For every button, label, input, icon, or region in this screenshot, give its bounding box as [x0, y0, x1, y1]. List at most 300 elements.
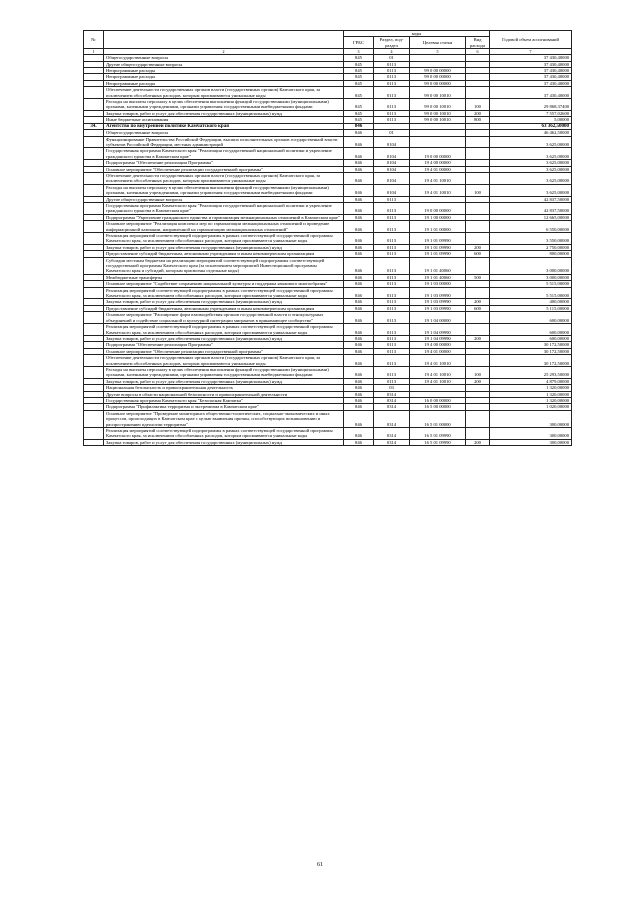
row-name: Предоставление субсидий бюджетным, автономным учреждениям и иным некоммерческим организациям [104, 305, 344, 311]
row-razdel: 0113 [374, 233, 410, 245]
row-expense-type: 600 [466, 251, 490, 257]
table-row [84, 87, 572, 99]
row-target-article: 19 1 01 09990 [410, 251, 466, 257]
index-cell: 1 [84, 49, 104, 55]
row-amount: 3 550,00000 [490, 233, 572, 245]
index-cell: 7 [490, 49, 572, 55]
row-razdel: 03 [374, 385, 410, 391]
table-row [84, 233, 572, 245]
row-target-article: 19 4 00 00000 [410, 160, 466, 166]
row-number [84, 287, 104, 299]
header-codes: коды [344, 31, 490, 37]
row-razdel: 0113 [374, 324, 410, 336]
row-target-article: 99 0 00 00000 [410, 80, 466, 86]
header-name [104, 31, 344, 49]
row-expense-type [466, 221, 490, 233]
row-target-article: 16 0 00 00000 [410, 397, 466, 403]
row-grbs: 846 [344, 214, 374, 220]
row-razdel: 0113 [374, 117, 410, 123]
row-name: Основное мероприятие "Проведение мониторинга общественно-политических, социально-экономических и иных процессов, происходящих в Камчатском крае с целью выявления причин, способствующих возникновению и распространению идеологии терроризма" [104, 410, 344, 427]
row-razdel: 0113 [374, 202, 410, 214]
table-row [84, 202, 572, 214]
row-razdel: 0113 [374, 378, 410, 384]
row-name: Подпрограмма "Обеспечение реализации Программы" [104, 160, 344, 166]
row-target-article [410, 136, 466, 148]
row-razdel: 0104 [374, 160, 410, 166]
row-expense-type: 100 [466, 366, 490, 378]
row-expense-type [466, 148, 490, 160]
index-cell: 2 [104, 49, 344, 55]
row-amount: 5 115,00000 [490, 305, 572, 311]
row-target-article: 99 0 00 10010 [410, 110, 466, 116]
header-annual: Годовой объем ассигнований [490, 31, 572, 49]
row-amount: 1 020,00000 [490, 404, 572, 410]
row-amount: 1 320,00000 [490, 385, 572, 391]
row-grbs: 846 [344, 397, 374, 403]
row-amount: 3 625,00000 [490, 172, 572, 184]
row-grbs: 846 [344, 428, 374, 440]
row-name: Государственная программа Камчатского края "Безопасная Камчатка" [104, 397, 344, 403]
row-amount: 600,00000 [490, 324, 572, 336]
table-row [84, 184, 572, 196]
row-name: Другие общегосударственные вопросы [104, 61, 344, 67]
row-number [84, 148, 104, 160]
row-razdel: 01 [374, 55, 410, 61]
row-razdel: 0113 [374, 214, 410, 220]
row-name: Предоставление субсидий бюджетным, автономным учреждениям и иным некоммерческим организациям [104, 251, 344, 257]
row-razdel: 0113 [374, 287, 410, 299]
row-razdel: 0113 [374, 251, 410, 257]
row-target-article: 19 1 01 00000 [410, 221, 466, 233]
row-target-article: 16 5 01 00000 [410, 410, 466, 427]
row-name: Расходы на выплаты персоналу в целях обеспечения выполнения функций государственными (муниципальными) органами, казенными учреждениями, органами управления государственными внебюджетными фондами [104, 184, 344, 196]
row-target-article: 16 5 01 09990 [410, 428, 466, 440]
row-razdel: 0104 [374, 136, 410, 148]
row-number [84, 355, 104, 367]
row-expense-type [466, 324, 490, 336]
row-target-article: 19 0 00 00000 [410, 202, 466, 214]
row-number [84, 184, 104, 196]
row-razdel: 0113 [374, 110, 410, 116]
table-row [84, 257, 572, 274]
row-amount: 5,00000 [490, 117, 572, 123]
row-expense-type [466, 136, 490, 148]
row-name: Общегосударственные вопросы [104, 130, 344, 136]
row-razdel: 0113 [374, 80, 410, 86]
row-number [84, 428, 104, 440]
row-razdel: 0113 [374, 244, 410, 250]
row-amount: 42 837,50000 [490, 196, 572, 202]
row-razdel: 0113 [374, 74, 410, 80]
row-razdel: 0113 [374, 221, 410, 233]
row-target-article: 19 1 01 09990 [410, 233, 466, 245]
row-razdel: 0113 [374, 196, 410, 202]
header-razdel: Раздел, под-раздел [374, 37, 410, 49]
row-number [84, 172, 104, 184]
row-grbs: 846 [344, 281, 374, 287]
row-target-article: 19 1 04 09990 [410, 324, 466, 336]
row-grbs: 846 [344, 305, 374, 311]
row-amount: 30 172,50000 [490, 355, 572, 367]
row-name: Подпрограмма "Профилактика терроризма и экстремизма в Камчатском крае" [104, 404, 344, 410]
row-grbs: 846 [344, 136, 374, 148]
row-grbs: 846 [344, 196, 374, 202]
row-grbs: 846 [344, 404, 374, 410]
row-name: Подпрограмма "Обеспечение реализации Программы" [104, 342, 344, 348]
row-name: Реализация мероприятий соответствующей подпрограммы в рамках соответствующей государственной программы Камчатского края, за исключением обособленных расходов, которым присваиваются уникальные коды [104, 428, 344, 440]
row-grbs: 846 [344, 202, 374, 214]
row-razdel: 0113 [374, 281, 410, 287]
table-row [84, 428, 572, 440]
row-razdel: 0113 [374, 257, 410, 274]
row-amount: 3 625,00000 [490, 136, 572, 148]
index-cell: 5 [410, 49, 466, 55]
row-razdel: 0104 [374, 148, 410, 160]
row-expense-type [466, 87, 490, 99]
row-grbs: 846 [344, 439, 374, 445]
row-name: Непрограммные расходы [104, 74, 344, 80]
row-expense-type: 200 [466, 244, 490, 250]
row-name: Агентство по внутренней политике Камчатского края [104, 123, 344, 129]
row-grbs: 845 [344, 68, 374, 74]
row-amount: 1 320,00000 [490, 391, 572, 397]
row-name: Обеспечение деятельности государственных органов власти (государственных органов) Камчатского края, за исключением обособленных расходов, которым присваиваются уникальные коды [104, 87, 344, 99]
row-razdel: 0113 [374, 355, 410, 367]
row-grbs: 845 [344, 110, 374, 116]
row-amount: 42 837,50000 [490, 202, 572, 214]
row-name: Закупка товаров, работ и услуг для обеспечения государственных (муниципальных) нужд [104, 378, 344, 384]
row-razdel: 0113 [374, 61, 410, 67]
row-name: Основное мероприятие "Реализация комплекса мер по гармонизации межнациональных отношений и проведение информационной кампании, направленной на гармонизацию межнациональных отношений" [104, 221, 344, 233]
row-expense-type: 200 [466, 299, 490, 305]
row-razdel: 01 [374, 130, 410, 136]
row-grbs: 846 [344, 378, 374, 384]
row-number [84, 87, 104, 99]
row-expense-type: 500 [466, 274, 490, 280]
row-number: 34. [84, 123, 104, 129]
row-amount: 46 462,50000 [490, 130, 572, 136]
row-number [84, 410, 104, 427]
row-name: Закупка товаров, работ и услуг для обеспечения государственных (муниципальных) нужд [104, 299, 344, 305]
row-target-article: 19 4 01 10010 [410, 366, 466, 378]
row-grbs: 846 [344, 366, 374, 378]
row-target-article: 19 1 01 40060 [410, 257, 466, 274]
row-amount: 12 665,00000 [490, 214, 572, 220]
row-razdel: 0314 [374, 439, 410, 445]
table-row [84, 312, 572, 324]
row-name: Государственная программа Камчатского края "Реализация государственной национальной политики и укрепление гражданского единства в Камчатском крае" [104, 202, 344, 214]
row-grbs: 846 [344, 257, 374, 274]
row-grbs: 846 [344, 148, 374, 160]
row-razdel: 0113 [374, 305, 410, 311]
row-grbs: 846 [344, 312, 374, 324]
row-number [84, 99, 104, 111]
table-body [84, 55, 572, 446]
row-name: Непрограммные расходы [104, 68, 344, 74]
row-amount: 2 750,00000 [490, 244, 572, 250]
row-target-article: 19 1 03 09990 [410, 287, 466, 299]
row-target-article: 19 4 01 00000 [410, 166, 466, 172]
row-expense-type: 200 [466, 110, 490, 116]
row-grbs: 845 [344, 80, 374, 86]
row-amount: 30 172,50000 [490, 342, 572, 348]
row-target-article: 99 0 00 00000 [410, 74, 466, 80]
row-amount: 37 430,40000 [490, 74, 572, 80]
row-name: Субсидии местным бюджетам на реализацию мероприятий соответствующей подпрограммы соответствующей государственной программы Камчатского края (за исключением мероприятий Инвестиционной программы Камчатского края и субсидий, которым присвоены отдельные коды) [104, 257, 344, 274]
row-number [84, 221, 104, 233]
row-amount: 37 430,40000 [490, 87, 572, 99]
row-target-article: 19 4 01 00000 [410, 348, 466, 354]
row-amount: 3 000,00000 [490, 274, 572, 280]
row-amount: 7 557,02600 [490, 110, 572, 116]
row-target-article: 19 4 01 10010 [410, 184, 466, 196]
row-amount: 3 625,00000 [490, 166, 572, 172]
row-target-article: 19 0 00 00000 [410, 148, 466, 160]
row-amount: 400,00000 [490, 299, 572, 305]
row-number [84, 136, 104, 148]
row-name: Реализация мероприятий соответствующей подпрограммы в рамках соответствующей государственной программы Камчатского края, за исключением обособленных расходов, которым присваиваются уникальные коды [104, 233, 344, 245]
row-grbs: 846 [344, 244, 374, 250]
row-amount: 800,00000 [490, 251, 572, 257]
row-expense-type [466, 257, 490, 274]
row-grbs: 845 [344, 117, 374, 123]
row-amount: 3 625,00000 [490, 160, 572, 166]
row-name: Основное мероприятие "Содействие сохранению национальной культуры и поддержка языкового многообразия" [104, 281, 344, 287]
row-target-article: 19 1 04 09990 [410, 335, 466, 341]
table-row [84, 221, 572, 233]
row-expense-type [466, 312, 490, 324]
row-name: Обеспечение деятельности государственных органов власти (государственных органов) Камчатского края, за исключением обособленных расходов, которым присваиваются уникальные коды [104, 172, 344, 184]
row-target-article: 19 4 01 10010 [410, 172, 466, 184]
row-name: Государственная программа Камчатского края "Реализация государственной национальной политики и укрепление гражданского единства в Камчатском крае" [104, 148, 344, 160]
row-number [84, 233, 104, 245]
row-name: Национальная безопасность и правоохранительная деятельность [104, 385, 344, 391]
row-target-article: 99 0 00 10010 [410, 99, 466, 111]
row-expense-type: 600 [466, 305, 490, 311]
row-name: Подпрограмма "Укрепление гражданского единства и гармонизация межнациональных отношений в Камчатском крае" [104, 214, 344, 220]
row-grbs: 845 [344, 87, 374, 99]
row-target-article: 19 1 01 09990 [410, 244, 466, 250]
row-name: Межбюджетные трансферты [104, 274, 344, 280]
row-amount: 5 515,00000 [490, 281, 572, 287]
row-amount: 63 362,50000 [490, 123, 572, 129]
row-razdel: 0113 [374, 274, 410, 280]
row-target-article: 99 0 00 10010 [410, 117, 466, 123]
row-razdel: 0113 [374, 366, 410, 378]
row-target-article: 99 0 00 00000 [410, 68, 466, 74]
row-razdel: 0314 [374, 404, 410, 410]
row-amount: 1 320,00000 [490, 397, 572, 403]
row-number [84, 366, 104, 378]
row-expense-type [466, 202, 490, 214]
row-grbs: 846 [344, 172, 374, 184]
table-row [84, 287, 572, 299]
row-amount: 3 000,00000 [490, 257, 572, 274]
row-name: Общегосударственные вопросы [104, 55, 344, 61]
row-razdel: 0104 [374, 172, 410, 184]
row-amount: 37 430,40000 [490, 68, 572, 74]
row-target-article: 19 1 00 00000 [410, 214, 466, 220]
row-target-article: 16 5 00 00000 [410, 404, 466, 410]
row-amount: 37 430,40000 [490, 55, 572, 61]
row-expense-type: 200 [466, 335, 490, 341]
row-grbs: 846 [344, 233, 374, 245]
row-grbs: 845 [344, 61, 374, 67]
row-grbs: 846 [344, 251, 374, 257]
row-razdel: 0314 [374, 410, 410, 427]
row-grbs: 846 [344, 287, 374, 299]
row-grbs: 846 [344, 130, 374, 136]
row-amount: 4 879,00000 [490, 378, 572, 384]
row-grbs: 846 [344, 184, 374, 196]
row-amount: 30 172,50000 [490, 348, 572, 354]
row-expense-type [466, 172, 490, 184]
index-cell: 6 [466, 49, 490, 55]
row-target-article: 19 1 04 00000 [410, 312, 466, 324]
row-name: Закупка товаров, работ и услуг для обеспечения государственных (муниципальных) нужд [104, 439, 344, 445]
row-name: Расходы на выплаты персоналу в целях обеспечения выполнения функций государственными (муниципальными) органами, казенными учреждениями, органами управления государственными внебюджетными фондами [104, 366, 344, 378]
row-amount: 600,00000 [490, 335, 572, 341]
header-cs: Целевая статья [410, 37, 466, 49]
table-row [84, 355, 572, 367]
row-expense-type [466, 233, 490, 245]
row-name: Функционирование Правительства Российской Федерации, высших исполнительных органов государственной власти субъектов Российской Федерации, местных администраций [104, 136, 344, 148]
row-expense-type: 100 [466, 184, 490, 196]
row-razdel: 0113 [374, 68, 410, 74]
row-grbs: 846 [344, 274, 374, 280]
row-amount: 600,00000 [490, 312, 572, 324]
row-amount: 3 625,00000 [490, 148, 572, 160]
row-amount: 5 515,00000 [490, 287, 572, 299]
row-target-article: 19 1 03 09990 [410, 299, 466, 305]
table-row [84, 439, 572, 445]
table-row [84, 148, 572, 160]
row-grbs: 846 [344, 335, 374, 341]
row-razdel: 0113 [374, 87, 410, 99]
index-cell: 3 [344, 49, 374, 55]
row-grbs: 846 [344, 166, 374, 172]
row-target-article: 19 4 00 00000 [410, 342, 466, 348]
row-grbs: 846 [344, 410, 374, 427]
row-name: Закупка товаров, работ и услуг для обеспечения государственных (муниципальных) нужд [104, 335, 344, 341]
row-name: Основное мероприятие "Расширение форм взаимодействия органов государственной власти и этнокультурных объединений и содействие социальной и культурной интеграции мигрантов в принимающее сообщество" [104, 312, 344, 324]
row-number [84, 257, 104, 274]
row-razdel: 0113 [374, 99, 410, 111]
row-grbs: 845 [344, 55, 374, 61]
row-name: Обеспечение деятельности государственных органов власти (государственных органов) Камчатского края, за исключением обособленных расходов, которым присваиваются уникальные коды [104, 355, 344, 367]
row-number [84, 202, 104, 214]
row-amount: 300,00000 [490, 439, 572, 445]
row-target-article: 19 1 03 00000 [410, 281, 466, 287]
row-amount: 37 430,40000 [490, 80, 572, 86]
table-row [84, 136, 572, 148]
row-number [84, 439, 104, 445]
row-expense-type [466, 355, 490, 367]
row-amount: 29 868,37400 [490, 99, 572, 111]
row-grbs: 845 [344, 99, 374, 111]
row-razdel: 0314 [374, 391, 410, 397]
page-number: 61 [317, 862, 323, 868]
table-row [84, 99, 572, 111]
row-expense-type [466, 410, 490, 427]
row-target-article: 19 1 01 40060 [410, 274, 466, 280]
budget-table [83, 30, 572, 446]
row-number [84, 312, 104, 324]
row-target-article: 99 0 00 10010 [410, 87, 466, 99]
table-row [84, 410, 572, 427]
row-name: Иные бюджетные ассигнования [104, 117, 344, 123]
row-grbs: 846 [344, 299, 374, 305]
row-name: Основное мероприятие "Обеспечение реализации государственной программы" [104, 348, 344, 354]
row-expense-type: 200 [466, 439, 490, 445]
row-razdel: 0104 [374, 184, 410, 196]
table-row [84, 324, 572, 336]
row-razdel: 0113 [374, 299, 410, 305]
row-grbs: 846 [344, 221, 374, 233]
header-no: № [84, 31, 104, 49]
row-grbs: 846 [344, 160, 374, 166]
row-target-article: 16 5 01 09990 [410, 439, 466, 445]
row-expense-type [466, 287, 490, 299]
row-name: Реализация мероприятий соответствующей подпрограммы в рамках соответствующей государственной программы Камчатского края, за исключением обособленных расходов, которым присваиваются уникальные коды [104, 324, 344, 336]
row-name: Реализация мероприятий соответствующей подпрограммы в рамках соответствующей государственной программы Камчатского края, за исключением обособленных расходов, которым присваиваются уникальные коды [104, 287, 344, 299]
table-header [84, 31, 572, 55]
row-grbs: 846 [344, 385, 374, 391]
row-grbs: 846 [344, 324, 374, 336]
row-grbs: 846 [344, 123, 374, 129]
row-razdel: 0314 [374, 397, 410, 403]
row-name: Закупка товаров, работ и услуг для обеспечения государственных (муниципальных) нужд [104, 110, 344, 116]
header-grbs: ГРБС [344, 37, 374, 49]
row-amount: 300,00000 [490, 410, 572, 427]
row-expense-type: 100 [466, 99, 490, 111]
row-amount: 25 293,50000 [490, 366, 572, 378]
row-amount: 300,00000 [490, 428, 572, 440]
header-vr: Вид расхода [466, 37, 490, 49]
table-row [84, 366, 572, 378]
row-razdel: 0113 [374, 312, 410, 324]
row-name: Расходы на выплаты персоналу в целях обеспечения выполнения функций государственными (муниципальными) органами, казенными учреждениями, органами управления государственными внебюджетными фондами [104, 99, 344, 111]
row-name: Другие вопросы в области национальной безопасности и правоохранительной деятельности [104, 391, 344, 397]
row-grbs: 846 [344, 391, 374, 397]
row-razdel: 0113 [374, 342, 410, 348]
row-name: Основное мероприятие "Обеспечение реализации государственной программы" [104, 166, 344, 172]
index-cell: 4 [374, 49, 410, 55]
row-number [84, 324, 104, 336]
row-razdel: 0113 [374, 348, 410, 354]
row-grbs: 846 [344, 355, 374, 367]
row-name: Непрограммные расходы [104, 80, 344, 86]
row-name: Закупка товаров, работ и услуг для обеспечения государственных (муниципальных) нужд [104, 244, 344, 250]
row-amount: 3 625,00000 [490, 184, 572, 196]
row-grbs: 845 [344, 74, 374, 80]
row-amount: 6 550,00000 [490, 221, 572, 233]
row-name: Другие общегосударственные вопросы [104, 196, 344, 202]
row-expense-type: 200 [466, 378, 490, 384]
row-target-article: 19 1 03 09990 [410, 305, 466, 311]
row-grbs: 846 [344, 342, 374, 348]
row-expense-type [466, 428, 490, 440]
row-expense-type: 800 [466, 117, 490, 123]
row-razdel: 0104 [374, 166, 410, 172]
row-target-article: 19 4 01 10010 [410, 355, 466, 367]
table-row [84, 172, 572, 184]
row-razdel: 0314 [374, 428, 410, 440]
row-grbs: 846 [344, 348, 374, 354]
row-amount: 37 430,40000 [490, 61, 572, 67]
row-target-article: 19 4 01 10010 [410, 378, 466, 384]
row-razdel: 0113 [374, 335, 410, 341]
